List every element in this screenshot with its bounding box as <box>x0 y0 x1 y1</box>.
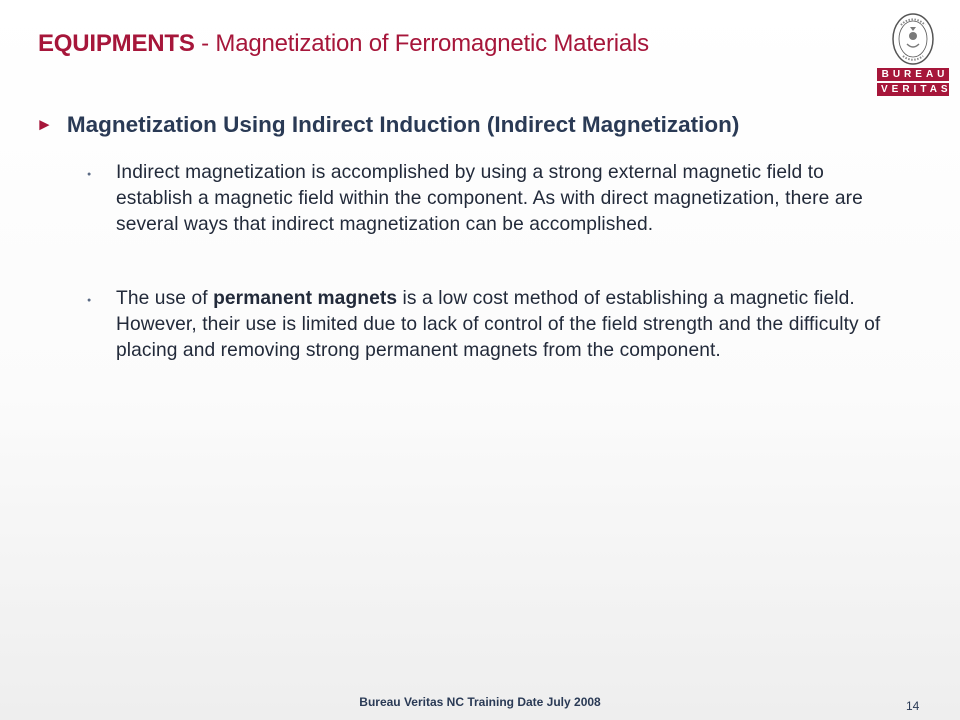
bullet-2-bold: permanent magnets <box>213 288 398 309</box>
bullet-dot-icon: ● <box>87 297 92 304</box>
logo-word-bureau: BUREAU <box>877 68 949 81</box>
arrow-right-icon: ► <box>36 115 53 134</box>
title-strong: EQUIPMENTS <box>38 30 195 57</box>
bullet-paragraph-2 <box>116 286 896 364</box>
logo-word-veritas: VERITAS <box>877 83 949 96</box>
section-heading-text: Magnetization Using Indirect Induction (Indirect Magnetization) <box>66 112 740 137</box>
section-heading <box>36 112 739 138</box>
bullet-paragraph-1: Indirect magnetization is accomplished by using a strong external magnetic field to establish a magnetic field within the component. As with direct magnetization, there are several ways that indirect magnetization can be accomplished. <box>116 162 863 235</box>
logo-seal-icon <box>877 12 949 66</box>
bureau-veritas-logo <box>877 12 952 98</box>
bullet-2-post: is a low cost method of establishing a magnetic field. However, their use is limited due to lack of control of the field strength and the difficulty of placing and removing strong permanent magnets from the component. <box>116 288 881 361</box>
title-rest: - Magnetization of Ferromagnetic Materials <box>194 30 649 57</box>
bullet-dot-icon: ● <box>87 171 92 178</box>
page-number: 14 <box>906 699 920 713</box>
footer-text: Bureau Veritas NC Training Date July 2008 <box>359 695 601 709</box>
slide-title <box>38 30 649 58</box>
bullet-2-pre: The use of <box>116 288 214 309</box>
